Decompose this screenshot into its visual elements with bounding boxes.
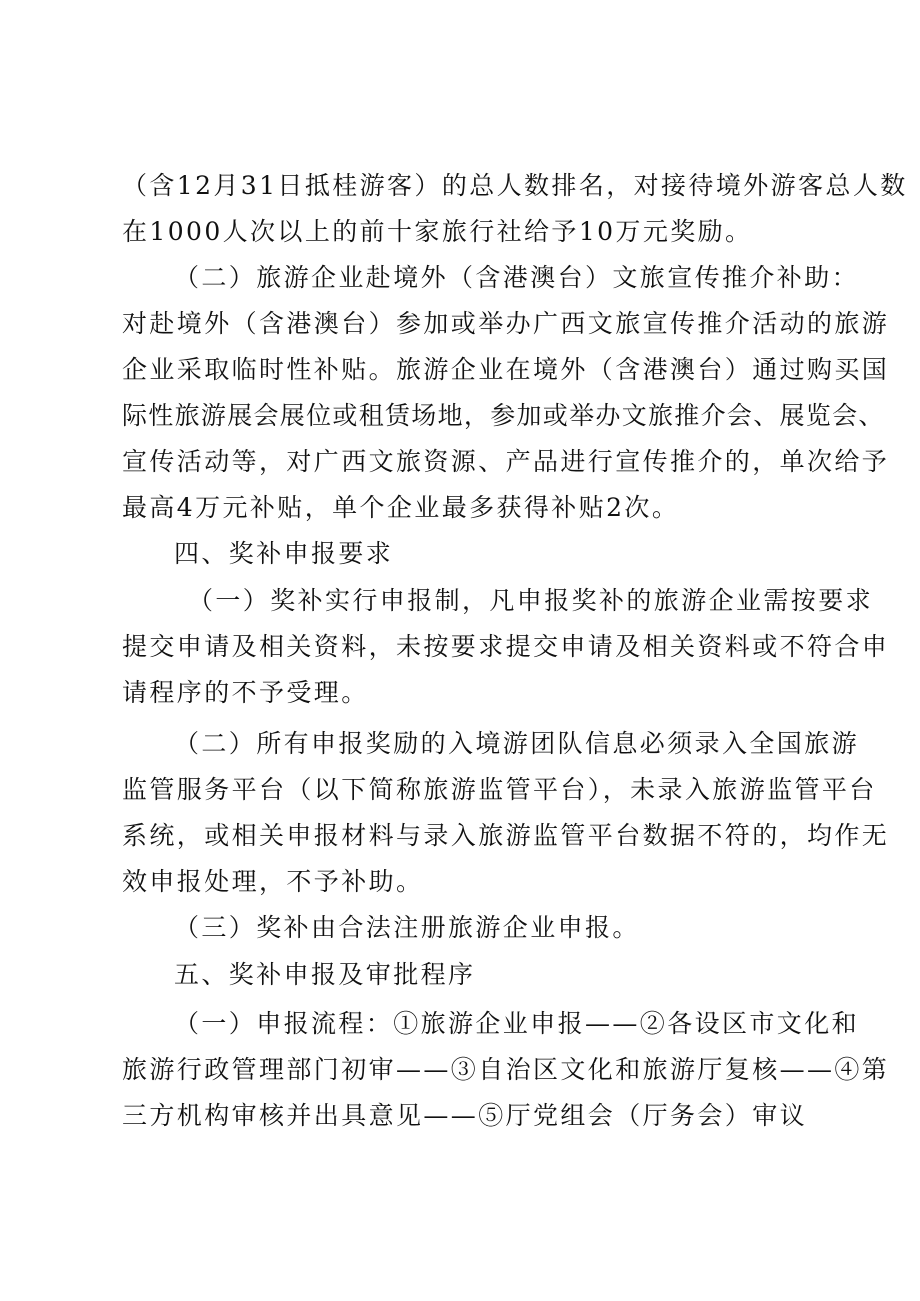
paragraph-line: 际性旅游展会展位或租赁场地，参加或举办文旅推介会、展览会、 (122, 401, 885, 430)
section-heading: 四、奖补申报要求 (174, 539, 394, 568)
paragraph-line: 监管服务平台（以下简称旅游监管平台），未录入旅游监管平台 (122, 775, 877, 804)
paragraph-line: 对赴境外（含港澳台）参加或举办广西文旅宣传推介活动的旅游 (122, 309, 890, 338)
paragraph-line: 在1000人次以上的前十家旅行社给予10万元奖励。 (122, 217, 753, 246)
paragraph-line: 请程序的不予受理。 (122, 678, 369, 707)
paragraph-line: （三）奖补由合法注册旅游企业申报。 (174, 913, 640, 942)
paragraph-line: 效申报处理，不予补助。 (122, 867, 424, 896)
paragraph-line: （二）旅游企业赴境外（含港澳台）文旅宣传推介补助： (174, 263, 860, 292)
paragraph-line: （一）申报流程：①旅游企业申报——②各设区市文化和 (174, 1009, 860, 1038)
paragraph-line: 宣传活动等，对广西文旅资源、产品进行宣传推介的，单次给予 (122, 447, 890, 476)
paragraph-line: （一）奖补实行申报制，凡申报奖补的旅游企业需按要求 (188, 586, 874, 615)
paragraph-line: （二）所有申报奖励的入境游团队信息必须录入全国旅游 (174, 729, 860, 758)
paragraph-line: （含12月31日抵桂游客）的总人数排名，对接待境外游客总人数 (122, 171, 908, 200)
paragraph-line: 提交申请及相关资料，未按要求提交申请及相关资料或不符合申 (122, 632, 890, 661)
paragraph-line: 企业采取临时性补贴。旅游企业在境外（含港澳台）通过购买国 (122, 355, 890, 384)
paragraph-line: 最高4万元补贴，单个企业最多获得补贴2次。 (122, 493, 680, 522)
paragraph-line: 系统，或相关申报材料与录入旅游监管平台数据不符的，均作无 (122, 821, 890, 850)
section-heading: 五、奖补申报及审批程序 (174, 960, 476, 989)
paragraph-line: 旅游行政管理部门初审——③自治区文化和旅游厅复核——④第 (122, 1055, 890, 1084)
paragraph-line: 三方机构审核并出具意见——⑤厅党组会（厅务会）审议 (122, 1101, 808, 1130)
